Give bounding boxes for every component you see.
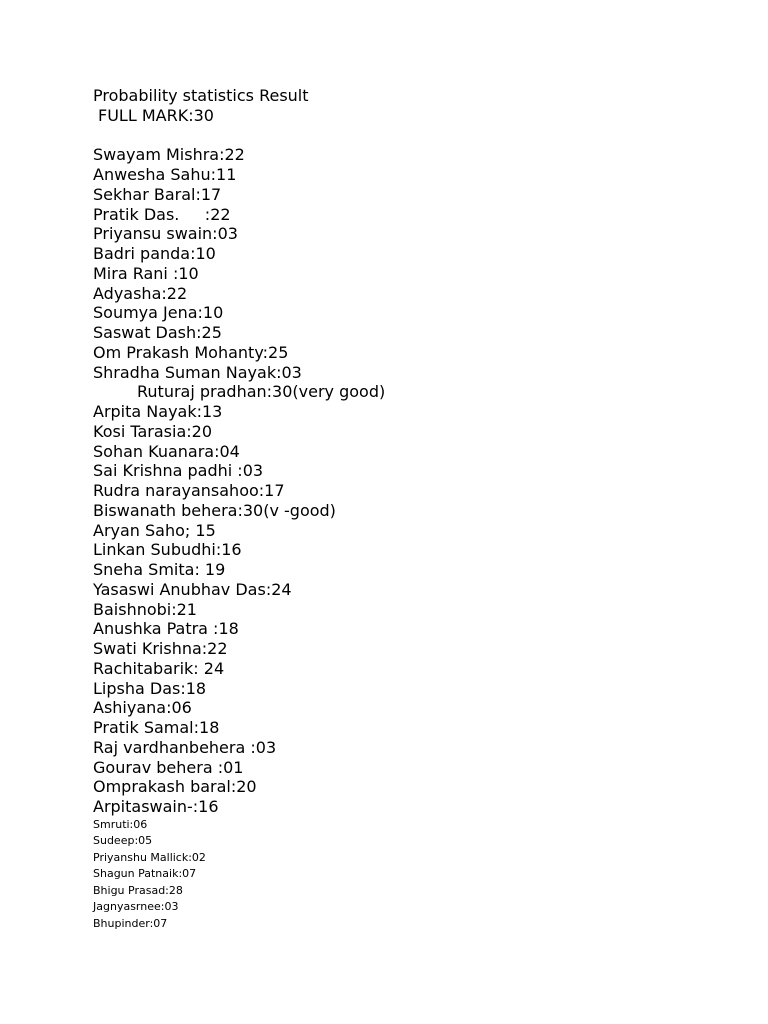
document-body bbox=[93, 86, 733, 932]
result-line-small: Priyanshu Mallick:02 bbox=[93, 850, 206, 864]
result-line: Badri panda:10 bbox=[93, 244, 216, 263]
result-line: Mira Rani :10 bbox=[93, 263, 199, 283]
result-line: Arpitaswain-:16 bbox=[93, 797, 219, 816]
result-line: Soumya Jena:10 bbox=[93, 303, 224, 323]
result-line-indented: Ruturaj pradhan:30(very good) bbox=[137, 382, 386, 402]
result-line: Arpita Nayak:13 bbox=[93, 402, 223, 421]
blank-line bbox=[93, 126, 733, 146]
results-list-small bbox=[93, 817, 733, 933]
result-line: Sai Krishna padhi :03 bbox=[93, 461, 264, 481]
result-line-small: Smruti:06 bbox=[93, 817, 148, 831]
result-line-small: Jagnyasrnee:03 bbox=[93, 900, 179, 914]
result-line: Swati Krishna:22 bbox=[93, 639, 228, 658]
result-line: Saswat Dash:25 bbox=[93, 323, 222, 342]
result-line: Swayam Mishra:22 bbox=[93, 145, 245, 165]
result-line: Priyansu swain:03 bbox=[93, 224, 238, 244]
result-line: Biswanath behera:30(v -good) bbox=[93, 500, 336, 520]
document-title: Probability statistics Result bbox=[93, 86, 309, 105]
result-line: Pratik Samal:18 bbox=[93, 718, 220, 737]
results-list bbox=[93, 145, 733, 817]
result-line-small: Bhupinder:07 bbox=[93, 916, 168, 930]
result-line-small: Shagun Patnaik:07 bbox=[93, 867, 197, 881]
result-line-small: Sudeep:05 bbox=[93, 834, 153, 848]
result-line: Shradha Suman Nayak:03 bbox=[93, 362, 302, 382]
result-line: Gourav behera :01 bbox=[93, 757, 244, 777]
result-line: Om Prakash Mohanty:25 bbox=[93, 342, 289, 362]
result-line: Pratik Das. :22 bbox=[93, 204, 231, 224]
result-line: Adyasha:22 bbox=[93, 283, 188, 303]
result-line: Lipsha Das:18 bbox=[93, 678, 207, 698]
full-mark-line: FULL MARK:30 bbox=[98, 105, 214, 125]
result-line: Yasaswi Anubhav Das:24 bbox=[93, 579, 292, 599]
result-line: Aryan Saho; 15 bbox=[93, 520, 216, 540]
result-line: Sohan Kuanara:04 bbox=[93, 441, 240, 461]
result-line-small: Bhigu Prasad:28 bbox=[93, 883, 183, 897]
result-line: Linkan Subudhi:16 bbox=[93, 540, 242, 560]
result-line: Baishnobi:21 bbox=[93, 599, 197, 619]
result-line: Anushka Patra :18 bbox=[93, 619, 239, 639]
result-line: Omprakash baral:20 bbox=[93, 777, 257, 797]
result-line: Ashiyana:06 bbox=[93, 698, 192, 718]
result-line: Sekhar Baral:17 bbox=[93, 184, 222, 204]
result-line: Anwesha Sahu:11 bbox=[93, 165, 237, 184]
result-line: Rachitabarik: 24 bbox=[93, 658, 225, 678]
result-line: Raj vardhanbehera :03 bbox=[93, 737, 277, 757]
result-line: Kosi Tarasia:20 bbox=[93, 421, 212, 441]
result-line: Sneha Smita: 19 bbox=[93, 560, 226, 579]
result-line: Rudra narayansahoo:17 bbox=[93, 481, 285, 500]
